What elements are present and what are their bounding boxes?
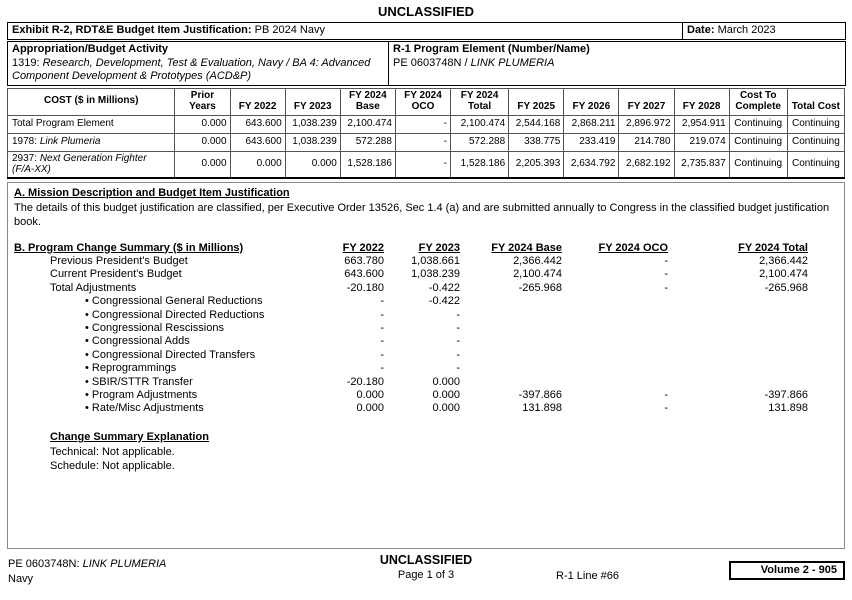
summary-col-header: FY 2024 Total [738,241,808,254]
summary-row: • Congressional Directed Reductions - - [85,308,460,321]
cost-col-header: FY 2026 [564,88,619,115]
cost-col-header: FY 2023 [285,88,340,115]
cost-col-header: COST ($ in Millions) [8,88,175,115]
cost-cell: 338.775 [509,133,564,151]
cost-cell: 643.600 [230,115,285,133]
cost-cell: Continuing [787,133,844,151]
appropriation-title: Appropriation/Budget Activity [12,43,169,55]
cost-cell: 0.000 [175,133,230,151]
cost-cell: Continuing [787,151,844,178]
summary-row: • Congressional Rescissions - - [85,321,460,334]
summary-col-header: FY 2024 OCO [598,241,668,254]
cost-col-header: Cost To Complete [729,88,787,115]
cost-cell: Continuing [787,115,844,133]
exhibit-label: Exhibit R-2, RDT&E Budget Item Justification: [12,24,252,36]
exhibit-value: PB 2024 Navy [254,24,325,36]
footer-pe-line: PE 0603748N: LINK PLUMERIA [8,557,167,570]
cost-row-next-generation-fighter [8,151,845,178]
cost-cell: - [395,133,450,151]
cost-col-header: FY 2024 OCO [395,88,450,115]
date-value: March 2023 [717,24,776,36]
r1-title: R-1 Program Element (Number/Name) [393,43,590,55]
cost-cell: 219.074 [674,133,729,151]
summary-row: • Rate/Misc Adjustments 0.000 0.000 131.898 - 131.898 [85,402,808,415]
justification-section-box [7,182,845,549]
exhibit-header-table [7,22,846,40]
summary-row: Previous President's Budget 663.780 1,038.661 2,366.442 - 2,366.442 [50,254,808,267]
classification-banner-top: UNCLASSIFIED [377,4,475,19]
cost-col-header: FY 2027 [619,88,674,115]
summary-row: Total Adjustments -20.180 -0.422 -265.968 - -265.968 [50,281,808,294]
cost-cell: 2,100.474 [340,115,395,133]
cost-cell: Continuing [729,133,787,151]
cost-cell: 1,528.186 [340,151,395,178]
page-footer [0,551,852,593]
cost-cell: 1,528.186 [451,151,509,178]
volume-badge: Volume 2 - 905 [729,561,845,580]
cost-cell: 214.780 [619,133,674,151]
classification-banner-bottom: UNCLASSIFIED [379,552,473,567]
cost-cell: 0.000 [175,115,230,133]
cost-header-row [8,88,845,115]
cost-row-total-program-element [8,115,845,133]
section-a-title: A. Mission Description and Budget Item Justification [14,186,290,199]
summary-col-header: FY 2022 [342,241,384,254]
exhibit-title-cell [8,23,683,40]
cost-cell: 2,634.792 [564,151,619,178]
cost-cell: 2,100.474 [451,115,509,133]
summary-row: Current President's Budget 643.600 1,038.239 2,100.474 - 2,100.474 [50,268,808,281]
cost-cell: 2,954.911 [674,115,729,133]
date-label: Date: [687,24,715,36]
appropriation-cell [8,42,389,86]
summary-col-header: FY 2024 Base [491,241,562,254]
footer-org: Navy [8,572,34,585]
cost-col-header: FY 2025 [509,88,564,115]
appropriation-header-table [7,41,846,86]
cost-col-header: Prior Years [175,88,230,115]
cost-col-header: FY 2028 [674,88,729,115]
cost-cell: 1,038.239 [285,115,340,133]
page-number: Page 1 of 3 [397,568,455,581]
cost-cell: 572.288 [451,133,509,151]
r1-line-number: R-1 Line #66 [556,569,619,582]
cost-cell: 2,682.192 [619,151,674,178]
cost-cell: 2,868.211 [564,115,619,133]
summary-col-header: FY 2023 [418,241,460,254]
cost-cell: 233.419 [564,133,619,151]
cost-cell: 0.000 [175,151,230,178]
summary-row: • Congressional Directed Transfers - - [85,348,460,361]
footer-center [0,553,852,581]
cost-cell: 643.600 [230,133,285,151]
summary-header-row [14,242,808,255]
program-change-summary-table [14,242,808,416]
change-summary-explanation [14,430,838,474]
cost-cell: Continuing [729,151,787,178]
cost-col-header: Total Cost [787,88,844,115]
date-cell [683,23,846,40]
cost-cell: 2,205.393 [509,151,564,178]
r1-value: PE 0603748N / LINK PLUMERIA [393,56,555,69]
summary-row: • Reprogrammings - - [85,362,460,375]
cost-col-header: FY 2024 Base [340,88,395,115]
cost-cell: 2,735.837 [674,151,729,178]
cost-cell: 0.000 [230,151,285,178]
explanation-technical: Technical: Not applicable. [50,445,175,458]
cost-cell: 1,038.239 [285,133,340,151]
cost-cell: 2,896.972 [619,115,674,133]
change-summary-explanation-title: Change Summary Explanation [50,430,209,443]
summary-row: • Congressional Adds - - [85,335,460,348]
cost-col-header: FY 2024 Total [451,88,509,115]
r1-program-element-cell [389,42,846,86]
cost-cell: Continuing [729,115,787,133]
cost-col-header: FY 2022 [230,88,285,115]
cost-row-link-plumeria [8,133,845,151]
cost-row-name: 2937: Next Generation Fighter (F/A-XX) [8,151,175,178]
cost-cell: 0.000 [285,151,340,178]
cost-cell: - [395,151,450,178]
cost-summary-table [7,88,845,179]
summary-row: • SBIR/STTR Transfer -20.180 0.000 [85,375,460,388]
cost-row-name: Total Program Element [8,115,175,133]
summary-row: • Program Adjustments 0.000 0.000 -397.866 - -397.866 [85,388,808,401]
cost-cell: 572.288 [340,133,395,151]
cost-cell: - [395,115,450,133]
appropriation-value: 1319: Research, Development, Test & Evaluation, Navy / BA 4: Advanced Component Development & Prototypes (ACD&P) [12,56,371,82]
cost-row-name: 1978: Link Plumeria [8,133,175,151]
section-b-title: B. Program Change Summary ($ in Millions) [14,241,244,254]
section-a-body: The details of this budget justification are classified, per Executive Order 13526, Sec 1.4 (a) and are submitted annually to Congress in the classified budget justification book. [14,201,830,228]
cost-cell: 2,544.168 [509,115,564,133]
explanation-schedule: Schedule: Not applicable. [50,460,175,473]
summary-row: • Congressional General Reductions - -0.422 [85,295,460,308]
